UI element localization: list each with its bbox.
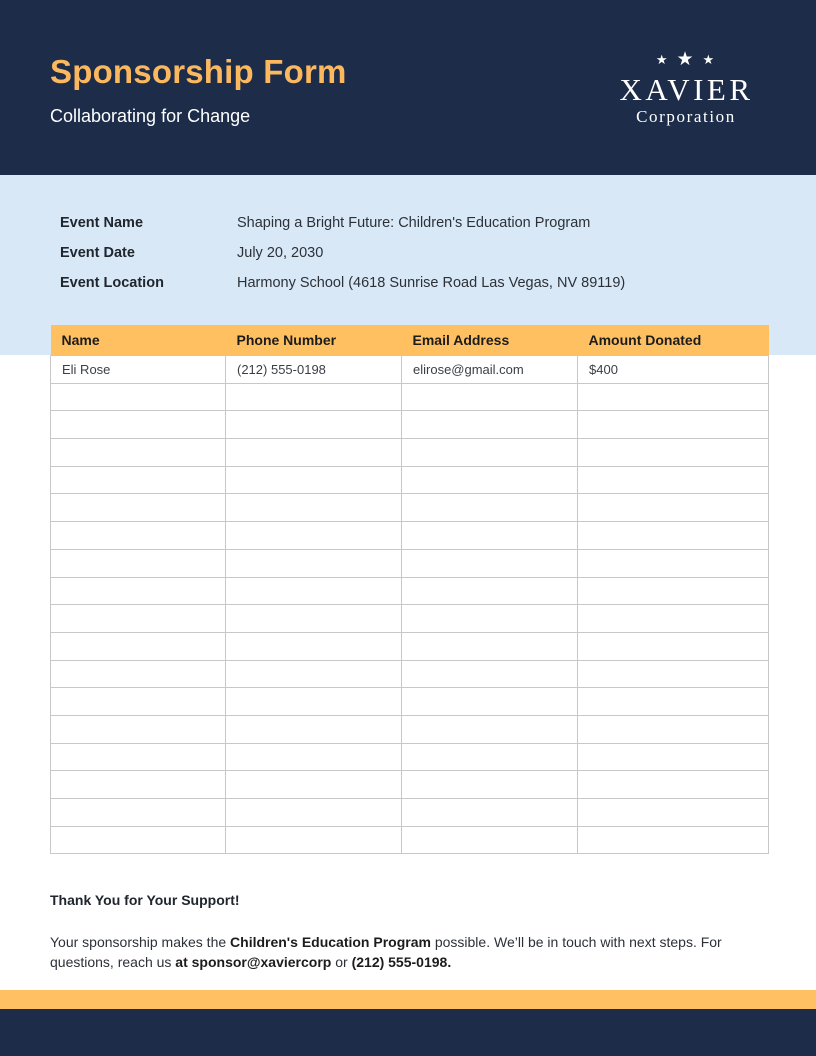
column-header-phone: Phone Number	[226, 325, 402, 356]
event-name-value: Shaping a Bright Future: Children's Education Program	[237, 215, 591, 231]
cell-phone[interactable]	[226, 494, 402, 522]
footer-bar	[0, 1009, 816, 1056]
cell-amount[interactable]	[578, 383, 769, 411]
cell-phone[interactable]	[226, 439, 402, 467]
cell-email[interactable]	[402, 466, 578, 494]
cell-email[interactable]	[402, 715, 578, 743]
cell-name[interactable]	[51, 715, 226, 743]
event-date-label: Event Date	[60, 245, 135, 261]
table-row[interactable]	[51, 383, 769, 411]
cell-amount[interactable]	[578, 826, 769, 854]
cell-email[interactable]	[402, 632, 578, 660]
cell-email[interactable]	[402, 383, 578, 411]
star-icon-center: ★	[676, 48, 694, 70]
cell-email[interactable]: elirose@gmail.com	[402, 356, 578, 384]
cell-phone[interactable]	[226, 605, 402, 633]
cell-email[interactable]	[402, 522, 578, 550]
cell-email[interactable]	[402, 688, 578, 716]
page-subtitle: Collaborating for Change	[50, 106, 251, 126]
cell-amount[interactable]	[578, 771, 769, 799]
cell-phone[interactable]	[226, 522, 402, 550]
sponsors-table-head	[51, 325, 769, 356]
cell-amount[interactable]	[578, 715, 769, 743]
cell-amount[interactable]	[578, 411, 769, 439]
sponsors-table	[50, 325, 769, 854]
table-row[interactable]	[51, 688, 769, 716]
cell-email[interactable]	[402, 771, 578, 799]
cell-phone[interactable]	[226, 383, 402, 411]
cell-name[interactable]	[51, 411, 226, 439]
cell-amount[interactable]	[578, 494, 769, 522]
company-logo	[604, 48, 766, 127]
cell-name[interactable]: Eli Rose	[51, 356, 226, 384]
cell-phone[interactable]	[226, 715, 402, 743]
table-row[interactable]	[51, 494, 769, 522]
cell-amount[interactable]	[578, 660, 769, 688]
sponsors-table-wrapper	[50, 325, 768, 854]
event-name-label: Event Name	[60, 215, 144, 231]
header-text-block	[50, 52, 347, 127]
logo-stars	[604, 48, 766, 70]
cell-name[interactable]	[51, 688, 226, 716]
thanks-bold-email: at sponsor@xaviercorp	[175, 954, 332, 970]
sponsors-table-body	[51, 356, 769, 854]
cell-name[interactable]	[51, 771, 226, 799]
cell-email[interactable]	[402, 605, 578, 633]
star-icon-left: ★	[655, 51, 668, 67]
cell-phone[interactable]	[226, 549, 402, 577]
table-row[interactable]	[51, 715, 769, 743]
column-header-name: Name	[51, 325, 226, 356]
event-date-value: July 20, 2030	[237, 245, 324, 261]
cell-amount[interactable]	[578, 577, 769, 605]
cell-amount[interactable]	[578, 799, 769, 827]
thanks-bold-phone: (212) 555-0198.	[351, 954, 452, 970]
cell-email[interactable]	[402, 577, 578, 605]
cell-name[interactable]	[51, 660, 226, 688]
cell-amount[interactable]	[578, 549, 769, 577]
cell-phone[interactable]	[226, 688, 402, 716]
cell-phone[interactable]	[226, 577, 402, 605]
thank-you-body	[50, 910, 766, 972]
table-row[interactable]	[51, 577, 769, 605]
cell-amount[interactable]	[578, 439, 769, 467]
cell-phone[interactable]: (212) 555-0198	[226, 356, 402, 384]
cell-name[interactable]	[51, 826, 226, 854]
cell-name[interactable]	[51, 577, 226, 605]
thanks-bold-program: Children's Education Program	[230, 934, 431, 950]
cell-email[interactable]	[402, 549, 578, 577]
cell-phone[interactable]	[226, 411, 402, 439]
thank-you-title: Thank You for Your Support!	[50, 892, 240, 908]
cell-email[interactable]	[402, 743, 578, 771]
cell-amount[interactable]	[578, 522, 769, 550]
cell-phone[interactable]	[226, 799, 402, 827]
cell-phone[interactable]	[226, 826, 402, 854]
cell-amount[interactable]	[578, 605, 769, 633]
event-info-list	[60, 215, 760, 305]
cell-name[interactable]	[51, 439, 226, 467]
page-title: Sponsorship Form	[50, 53, 347, 90]
cell-phone[interactable]	[226, 660, 402, 688]
table-row[interactable]	[51, 605, 769, 633]
cell-email[interactable]	[402, 494, 578, 522]
thanks-text-1: Your sponsorship makes the	[50, 934, 231, 950]
logo-company-name: XAVIER	[619, 72, 754, 107]
cell-email[interactable]	[402, 826, 578, 854]
cell-phone[interactable]	[226, 466, 402, 494]
column-header-amount: Amount Donated	[578, 325, 769, 356]
cell-name[interactable]	[51, 494, 226, 522]
footer-accent-bar	[0, 990, 816, 1009]
cell-name[interactable]	[51, 743, 226, 771]
cell-email[interactable]	[402, 439, 578, 467]
cell-amount[interactable]	[578, 632, 769, 660]
cell-name[interactable]	[51, 632, 226, 660]
table-row[interactable]	[51, 411, 769, 439]
thank-you-section	[50, 890, 766, 972]
cell-amount[interactable]	[578, 466, 769, 494]
cell-amount[interactable]	[578, 688, 769, 716]
cell-name[interactable]	[51, 522, 226, 550]
cell-amount[interactable]	[578, 743, 769, 771]
thanks-text-3: or	[331, 954, 352, 970]
logo-company-sub: Corporation	[636, 107, 736, 126]
event-location-label: Event Location	[60, 275, 164, 291]
table-row[interactable]	[51, 522, 769, 550]
table-row[interactable]	[51, 743, 769, 771]
table-row[interactable]	[51, 439, 769, 467]
table-row[interactable]	[51, 466, 769, 494]
table-row[interactable]	[51, 660, 769, 688]
event-info-row-name	[60, 215, 760, 245]
event-location-value: Harmony School (4618 Sunrise Road Las Vegas, NV 89119)	[237, 275, 626, 291]
event-info-row-location	[60, 275, 760, 305]
table-row[interactable]	[51, 632, 769, 660]
cell-email[interactable]	[402, 411, 578, 439]
column-header-email: Email Address	[402, 325, 578, 356]
cell-name[interactable]	[51, 549, 226, 577]
table-row[interactable]	[51, 356, 769, 384]
cell-name[interactable]	[51, 466, 226, 494]
cell-amount[interactable]: $400	[578, 356, 769, 384]
cell-name[interactable]	[51, 605, 226, 633]
table-header-row	[51, 325, 769, 356]
cell-phone[interactable]	[226, 771, 402, 799]
cell-phone[interactable]	[226, 632, 402, 660]
cell-name[interactable]	[51, 383, 226, 411]
cell-email[interactable]	[402, 660, 578, 688]
table-row[interactable]	[51, 771, 769, 799]
cell-name[interactable]	[51, 799, 226, 827]
table-row[interactable]	[51, 799, 769, 827]
star-icon-right: ★	[702, 51, 715, 67]
table-row[interactable]	[51, 826, 769, 854]
thanks-text-2: possible. We’ll be in touch with next steps. For questions, reach us	[50, 934, 722, 970]
table-row[interactable]	[51, 549, 769, 577]
event-info-row-date	[60, 245, 760, 275]
cell-phone[interactable]	[226, 743, 402, 771]
page-header	[0, 0, 816, 175]
cell-email[interactable]	[402, 799, 578, 827]
